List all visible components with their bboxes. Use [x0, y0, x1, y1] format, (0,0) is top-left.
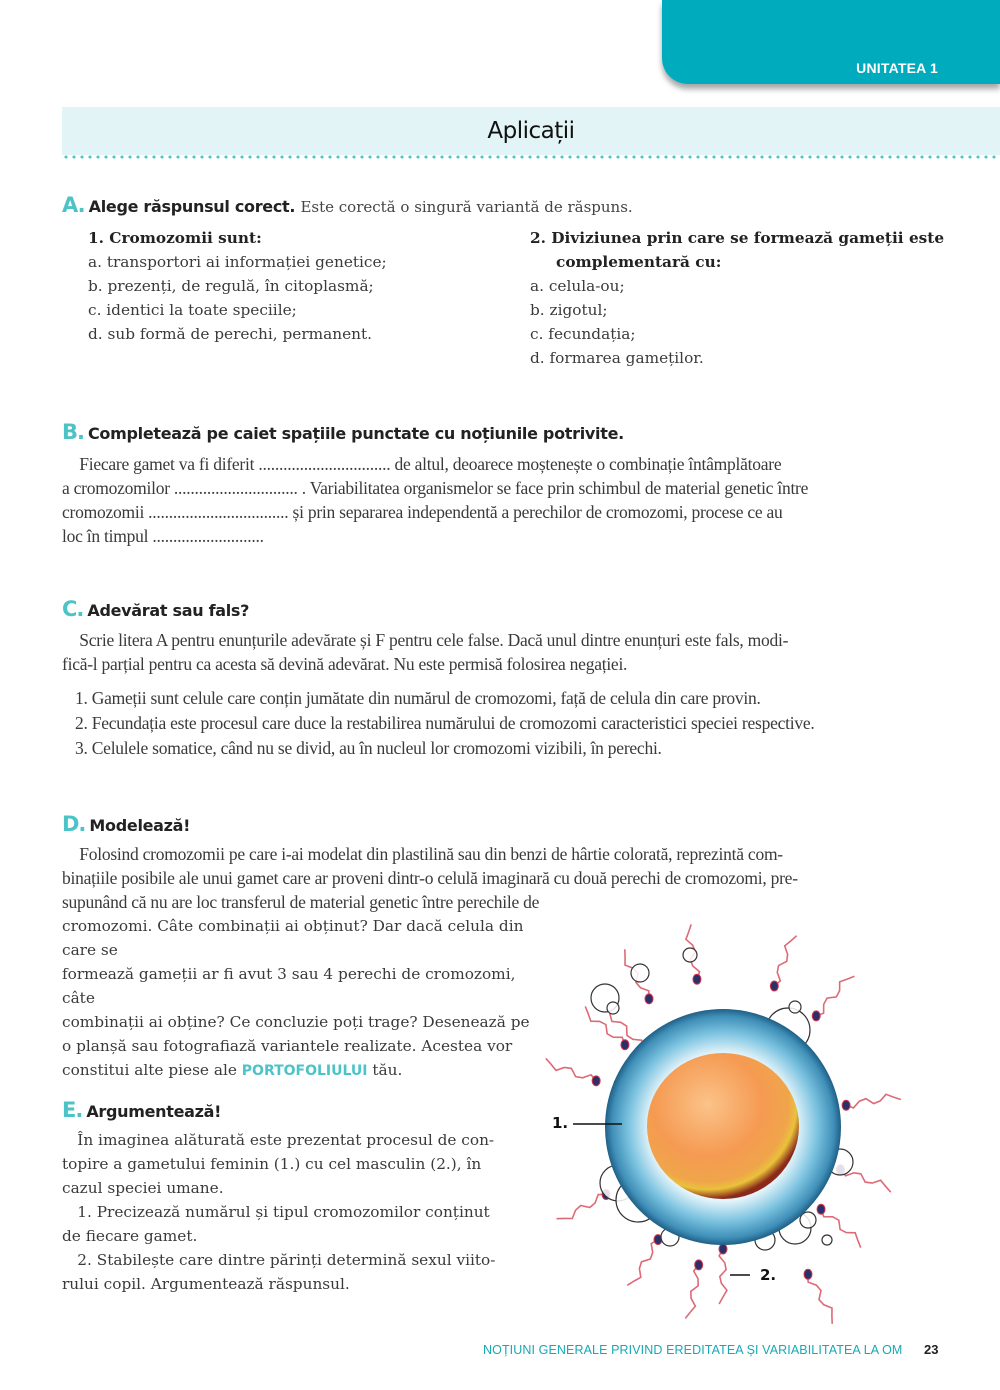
bubble: [789, 1001, 801, 1013]
bubble: [631, 964, 649, 982]
bubble: [683, 948, 697, 962]
section-c-title: Adevărat sau fals?: [87, 601, 250, 620]
section-c-letter: C.: [62, 597, 84, 621]
sperm-tail: [546, 1058, 596, 1080]
sperm-tail: [846, 1094, 901, 1108]
section-e-text: [62, 1128, 542, 1296]
section-d-line: combinații ai obține? Ce concluzie poți trage? Desenează pe: [62, 1013, 530, 1031]
sperm-tail: [719, 1249, 727, 1304]
section-d-line: o planșă sau fotografiază variantele realizate. Acestea vor: [62, 1037, 513, 1055]
question-1-option-a: a. transportori ai informației genetice;: [88, 253, 387, 271]
section-b-letter: B.: [62, 420, 84, 444]
chapter-footer: NOȚIUNI GENERALE PRIVIND EREDITATEA ȘI VARIABILITATEA LA OM: [483, 1343, 903, 1357]
section-d-title: Modelează!: [89, 816, 191, 835]
section-a-letter: A.: [62, 193, 85, 217]
statement-2: 2. Fecundația este procesul care duce la restabilirea numărului de cromozomi caracteristici speciei respective.: [75, 713, 815, 733]
sperm-head: [719, 1244, 727, 1254]
section-d-letter: D.: [62, 812, 86, 836]
section-d-text: constitui alte piese ale: [62, 1061, 242, 1079]
sperm-head: [592, 1076, 600, 1086]
section-d-text: tău.: [367, 1061, 403, 1079]
question-2-option-b: b. zigotul;: [530, 301, 608, 319]
sperm-tail: [774, 936, 796, 986]
section-b-line: a cromozomilor .............................. . Variabilitatea organismelor se face prin schimbul de material genetic între: [62, 478, 809, 498]
section-c-statements: [75, 686, 1000, 761]
section-e-line: rului copil. Argumentează răspunsul.: [62, 1275, 350, 1293]
bubble: [607, 1002, 619, 1014]
sperm-tail: [840, 1170, 890, 1192]
question-1-title: 1. Cromozomii sunt:: [88, 229, 262, 247]
section-d-line: cromozomi. Câte combinații ai obținut? Dar dacă celula din care se: [62, 917, 524, 959]
portfolio-highlight: PORTOFOLIULUI: [241, 1063, 368, 1079]
sperm-tail: [557, 1195, 607, 1219]
section-e-line: de fiecare gamet.: [62, 1227, 198, 1245]
page-title: Aplicații: [487, 118, 575, 144]
title-band: [62, 107, 1000, 155]
unit-tab: [662, 0, 1000, 84]
sperm-head: [693, 974, 701, 984]
section-d-text-narrow: [62, 914, 552, 1083]
section-d-heading: [62, 812, 190, 836]
section-e-heading: [62, 1098, 221, 1122]
unit-label: UNITATEA 1: [856, 60, 938, 76]
question-2-title-line1: 2. Diviziunea prin care se formează gameții este: [530, 229, 945, 247]
question-1: [88, 226, 387, 346]
section-b-heading: [62, 420, 624, 444]
dotted-divider: [62, 155, 1000, 159]
section-e-title: Argumentează!: [86, 1102, 222, 1121]
sperm-head: [770, 981, 778, 991]
section-d-line: Folosind cromozomii pe care i-ai modelat din plastilină sau din benzi de hârtie colorată, reprezintă com-: [62, 844, 783, 864]
statement-1: 1. Gameții sunt celule care conțin jumătate din numărul de cromozomi, față de celula din care provin.: [75, 688, 761, 708]
statement-3: 3. Celulele somatice, când nu se divid, au în nucleul lor cromozomi vizibili, în perechi.: [75, 738, 662, 758]
section-c-instruction-line: Scrie litera A pentru enunțurile adevărate și F pentru cele false. Dacă unul dintre enunțuri este fals, modi-: [62, 630, 789, 650]
question-2-option-a: a. celula-ou;: [530, 277, 625, 295]
section-c-instruction: [62, 628, 1000, 676]
sperm-tail: [627, 1240, 658, 1286]
question-2: [530, 226, 944, 370]
sperm-head: [621, 1040, 629, 1050]
section-d-line-last: [62, 1058, 552, 1083]
section-b-line: cromozomii .................................. și prin separarea independentă a perechilor de cromozomi, procese ce au: [62, 502, 783, 522]
question-2-option-d: d. formarea gameților.: [530, 349, 704, 367]
sperm-head: [842, 1100, 850, 1110]
section-e-line: cazul speciei umane.: [62, 1179, 224, 1197]
section-c-heading: [62, 597, 249, 621]
sperm-head: [645, 994, 653, 1004]
section-e-line: 2. Stabilește care dintre părinți determină sexul viito-: [62, 1251, 496, 1269]
sperm-head: [812, 1011, 820, 1021]
section-a-instruction: Este corectă o singură variantă de răspuns.: [300, 198, 633, 216]
question-1-option-b: b. prezenți, de regulă, în citoplasmă;: [88, 277, 374, 295]
question-1-option-c: c. identici la toate speciile;: [88, 301, 297, 319]
sperm-head: [804, 1269, 812, 1279]
section-b-line: loc în timpul ...........................: [62, 526, 264, 546]
section-c-instruction-line: fică-l parțial pentru ca acesta să devină adevărat. Nu este permisă folosirea negației.: [62, 654, 628, 674]
label-sperm: 2.: [760, 1266, 777, 1284]
question-2-option-c: c. fecundația;: [530, 325, 636, 343]
section-e-line: În imaginea alăturată este prezentat procesul de con-: [62, 1131, 495, 1149]
section-d-text-wide: [62, 842, 1000, 914]
page-number: 23: [924, 1342, 939, 1357]
section-a-heading: [62, 193, 633, 217]
section-a-title: Alege răspunsul corect.: [88, 197, 296, 216]
section-b-text: [62, 452, 1000, 548]
question-1-option-d: d. sub formă de perechi, permanent.: [88, 325, 373, 343]
egg-cytoplasm: [647, 1053, 799, 1199]
sperm-head: [817, 1204, 825, 1214]
sperm-tail: [808, 1274, 832, 1324]
section-e-line: 1. Precizează numărul și tipul cromozomilor conținut: [62, 1203, 490, 1221]
section-b-line: Fiecare gamet va fi diferit ................................ de altul, deoarece moștenește o combinație întâmplătoare: [62, 454, 782, 474]
section-e-line: topire a gametului feminin (1.) cu cel masculin (2.), în: [62, 1155, 482, 1173]
section-b-title: Completează pe caiet spațiile punctate cu noțiunile potrivite.: [87, 424, 624, 443]
section-e-letter: E.: [62, 1098, 83, 1122]
sperm-head: [695, 1260, 703, 1270]
question-2-title-line2: complementară cu:: [556, 253, 722, 271]
bubble: [800, 1212, 816, 1228]
section-d-line: formează gameții ar fi avut 3 sau 4 perechi de cromozomi, câte: [62, 965, 516, 1007]
section-d-line: supunând că nu are loc transferul de material genetic între perechile de: [62, 892, 540, 912]
label-egg: 1.: [552, 1114, 569, 1132]
fertilization-illustration: [540, 910, 1000, 1330]
section-d-line: binațiile posibile ale unui gamet care ar proveni dintr-o celulă imaginară cu două perechi de cromozomi, pre-: [62, 868, 798, 888]
sperm-tail: [685, 1265, 698, 1319]
bubble: [822, 1235, 832, 1245]
sperm-tail: [816, 976, 854, 1016]
